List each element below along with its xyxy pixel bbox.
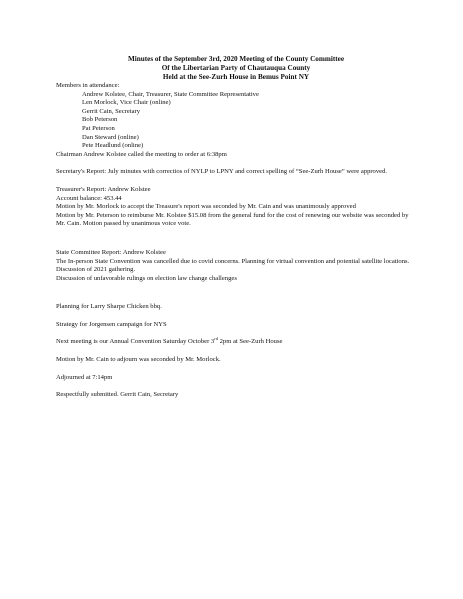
- title-line-3: Held at the See-Zurh House in Bemus Point NY: [162, 73, 310, 81]
- attendance-heading: Members in attendance:: [56, 82, 120, 89]
- member-item: Pete Headlund (online): [82, 142, 144, 150]
- account-balance: Account balance: 453.44: [56, 194, 122, 202]
- next-meeting-item: [56, 338, 416, 347]
- member-item: Dan Steward (online): [82, 133, 139, 141]
- adjourned-time: Adjourned at 7:14pm: [56, 373, 113, 381]
- document-title: [56, 55, 416, 82]
- member-item: Gerrit Cain, Secretary: [82, 107, 141, 115]
- member-item: Pat Peterson: [82, 124, 115, 132]
- state-committee-item-1: The In-person State Convention was cancelled due to covid concerns. Planning for virtual convention and potential satellite locations.: [56, 257, 410, 265]
- title-line-2: Of the Libertarian Party of Chautauqua County: [161, 64, 311, 72]
- state-committee-item-3: Discussion of unfavorable rulings on election law change challenges: [56, 274, 237, 282]
- treasurer-report-section: [56, 186, 416, 229]
- minutes-document: [56, 55, 416, 400]
- chicken-bbq-item: Planning for Larry Sharpe Chicken bbq.: [56, 303, 162, 311]
- adjourn-motion: Motion by Mr. Cain to adjourn was seconded by Mr. Morlock.: [56, 356, 221, 364]
- jorgensen-item: Strategy for Jorgensen campaign for NYS: [56, 320, 167, 328]
- state-committee-item-2: Discussion of 2021 gathering.: [56, 266, 136, 274]
- next-meeting-details: 2pm at See-Zurh House: [217, 338, 283, 346]
- signature-line: Respectfully submitted. Gerrit Cain, Secretary: [56, 391, 179, 399]
- next-meeting-text: Next meeting is our Annual Convention Saturday October 3: [56, 338, 215, 346]
- state-committee-heading: State Committee Report: Andrew Kolstee: [56, 248, 166, 256]
- attendance-section: [56, 82, 416, 159]
- treasurer-motion-1: Motion by Mr. Morlock to accept the Treasure's report was seconded by Mr. Cain and was unanimously approved: [56, 203, 356, 211]
- member-item: Len Morlock, Vice Chair (online): [82, 99, 171, 107]
- secretary-report: Secretary's Report: July minutes with correctios of NYLP to LPNY and correct spelling of “See-Zurh House” were approved.: [56, 168, 388, 176]
- treasurer-motion-2: Motion by Mr. Peterson to reimburse Mr. Kolstee $15.08 from the general fund for the cost of renewing our website was seconded by Mr. Cain. Motion passed by unanimous voice vote.: [56, 211, 409, 228]
- member-item: Andrew Kolstee, Chair, Treasurer, State Committee Representative: [82, 90, 259, 98]
- state-committee-section: [56, 249, 416, 283]
- call-to-order: Chairman Andrew Kolstee called the meeting to order at 6:38pm: [56, 150, 227, 158]
- next-meeting-ordinal: rd: [214, 336, 218, 342]
- treasurer-report-heading: Treasurer's Report: Andrew Kolstee: [56, 185, 151, 193]
- title-line-1: Minutes of the September 3rd, 2020 Meeting of the County Committee: [127, 55, 345, 63]
- member-item: Bob Peterson: [82, 116, 118, 124]
